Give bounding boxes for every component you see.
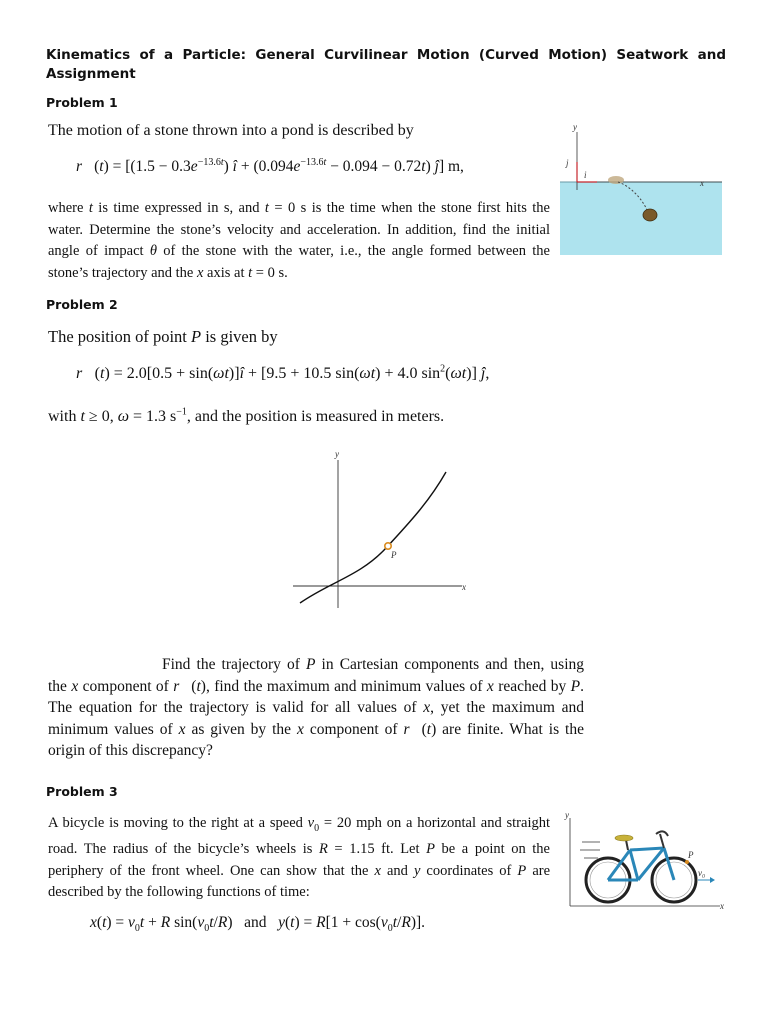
- problem2-heading: Problem 2: [46, 297, 118, 312]
- velocity-label: v₀: [698, 868, 706, 878]
- problem1-body: where t is time expressed in s, and t = 0 s is the time when the stone first hits the water. Determine the stone’s velocity and acceleration. In addition, find the initial angle of impact θ of the stone with the water, i.e., the angle formed between the stone’s trajectory and the x axis at t = 0 s.: [48, 200, 550, 281]
- problem2-condition: with t ≥ 0, ω = 1.3 $s^{-1}$, and the position is measured in meters.: [48, 406, 445, 425]
- handlebar: [656, 831, 668, 836]
- point-p-label: P: [391, 550, 397, 560]
- trajectory-figure: [290, 448, 480, 618]
- problem3-body: A bicycle is moving to the right at a speed $v_0 = 20$ mph on a horizontal and straight road. The radius of the bicycle’s wheels is R = 1.15 ft. Let P be a point on the periphery of the front wheel. One can show that the x and y coordinates of P are described by the following functions of time:: [48, 815, 551, 901]
- problem1-heading: Problem 1: [46, 95, 118, 110]
- stone-pond-figure: [560, 120, 722, 255]
- trajectory-curve: [300, 472, 446, 603]
- pond-water: [560, 182, 722, 255]
- point-p: [385, 543, 391, 549]
- y-axis-label: y: [335, 449, 339, 459]
- problem2-equation: r⃗(t) = 2.0[0.5 + sin(ωt)]î + [9.5 + 10.5 sin(ωt) + 4.0 $\sin^2(\omega t)$] ĵ,: [76, 363, 490, 382]
- x-axis-label: x: [720, 901, 724, 910]
- seat: [615, 835, 633, 841]
- i-label: i: [584, 170, 587, 180]
- stone: [643, 209, 657, 221]
- x-axis-label: x: [700, 178, 704, 188]
- problem3-heading: Problem 3: [46, 784, 118, 799]
- bicycle-frame: [608, 848, 674, 880]
- y-axis-label: y: [565, 810, 569, 820]
- y-axis-label: y: [573, 122, 577, 132]
- problem1-intro: The motion of a stone thrown into a pond is described by: [48, 122, 414, 139]
- problem2-body: Find the trajectory of P in Cartesian components and then, using the x component of r⃗(t), find the maximum and minimum values of x reached by P. The equation for the trajectory is valid for all values of x, yet the maximum and minimum values of x as given by the x component of r⃗(t) are finite. What is the origin of this discrepancy?: [48, 656, 585, 759]
- problem1-equation: r⃗(t) = [$(1.5 - 0.3e^{-13.6t})$ î + $(0.094e^{-13.6t} - 0.094 - 0.72t)$ ĵ] m,: [76, 156, 464, 175]
- page-title: Kinematics of a Particle: General Curvilinear Motion (Curved Motion) Seatwork and Assignment: [46, 47, 726, 82]
- point-p: [685, 860, 689, 864]
- x-axis-label: x: [462, 582, 466, 592]
- problem3-equation: $x(t) = v_0t + R$ $\sin(v_0t/R)$ and $y(t) = R[1 + \cos(v_0t/R)]$.: [90, 914, 426, 935]
- splash: [608, 176, 624, 184]
- bicycle-figure: [560, 810, 728, 910]
- j-label: j: [566, 158, 569, 168]
- point-p-label: P: [688, 850, 694, 860]
- problem2-intro: The position of point P is given by: [48, 327, 278, 346]
